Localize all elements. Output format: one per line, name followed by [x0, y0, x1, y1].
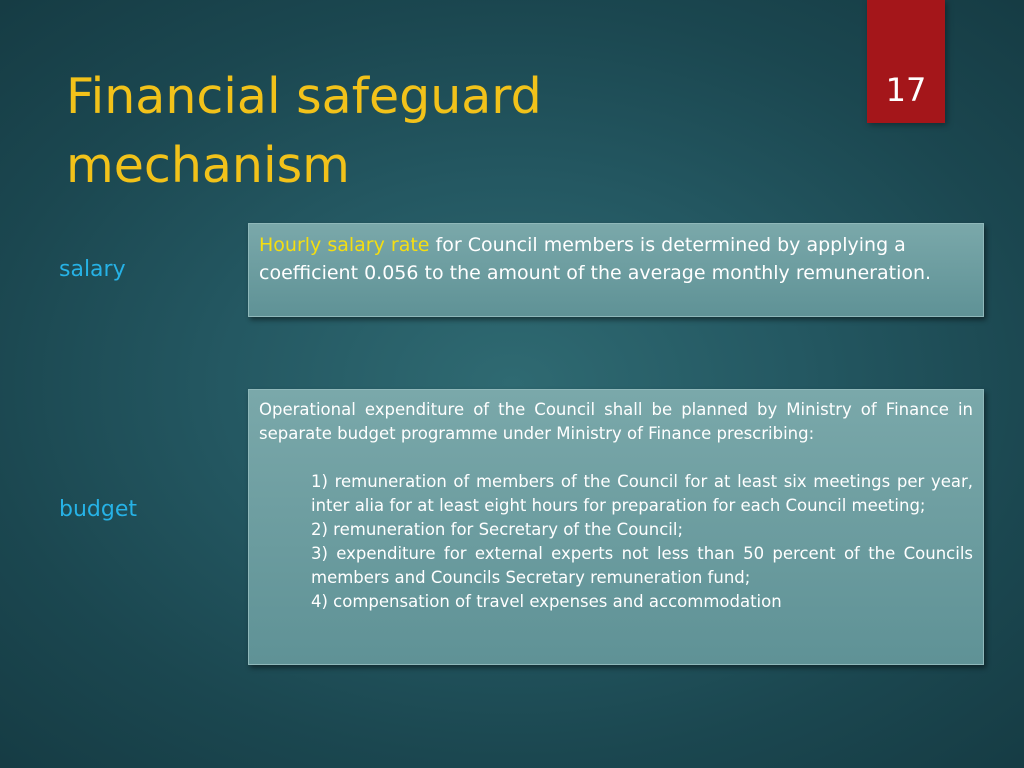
budget-item: 2) remuneration for Secretary of the Council;	[311, 520, 684, 539]
salary-text: for Council members is determined by applying a coefficient 0.056 to the amount of the average monthly remuneration.	[259, 234, 932, 284]
budget-intro: Operational expenditure of the Council shall be planned by Ministry of Finance in separate budget programme under Ministry of Finance prescribing:	[259, 400, 973, 443]
slide-title: Financial safeguard mechanism	[66, 68, 542, 194]
budget-box	[248, 389, 984, 665]
budget-list	[311, 470, 973, 614]
salary-label: salary	[59, 257, 126, 282]
budget-item: 1) remuneration of members of the Council for at least six meetings per year, inter alia for at least eight hours for preparation for each Council meeting;	[311, 472, 973, 515]
budget-item: 4) compensation of travel expenses and accommodation	[311, 592, 782, 611]
salary-highlight: Hourly salary rate	[259, 234, 430, 256]
slide-number: 17	[885, 71, 927, 109]
salary-box	[248, 223, 984, 317]
budget-label: budget	[59, 497, 137, 522]
budget-item: 3) expenditure for external experts not less than 50 percent of the Councils members and Councils Secretary remuneration fund;	[311, 544, 973, 587]
slide-number-tab	[867, 0, 945, 123]
